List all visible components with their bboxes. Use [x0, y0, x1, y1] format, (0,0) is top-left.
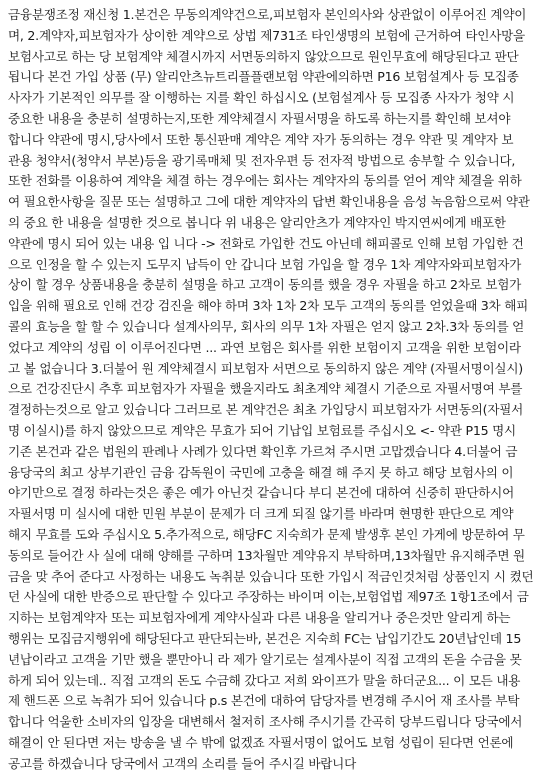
text-line: 자필서명 미 실시에 대한 민원 부분이 문제가 더 크게 되질 않기를 바라며 현명한 판단으로 계약 — [8, 506, 514, 522]
text-line: 사자가 기본적인 의무를 잘 이행하는 지를 확인 하십시오 (보험설계사 등 모집종 사자가 청약 시 — [8, 90, 515, 106]
text-line: 야기만으로 결정 하라는것은 좋은 예가 아닌것 같습니다 부디 본건에 대하여 신중히 판단하시어 — [8, 485, 514, 501]
text-line: 었다고 계약의 성립 이 이루어진다면 ... 과연 보험은 회사를 위한 보험이지 고객을 위한 보험이라 — [8, 339, 521, 355]
text-line: 며, 2.계약자,피보험자가 상이한 계약으로 상법 제731조 타인생명의 보험에 근거하여 타인사망을 — [8, 27, 525, 43]
text-line: 으로 인정을 할 수 있는지 도무지 납득이 안 갑니다 보험 가입을 할 경우 1차 계약자와피보험자가 — [8, 256, 522, 272]
text-line: 제 핸드폰 으로 녹취가 되어 있습니다 p.s 본건에 대하여 담당자를 변경해 주시어 재 조사를 부탁 — [8, 693, 520, 709]
text-line: 년납이라고 고객을 기만 했을 뿐만아니 라 제가 알기로는 설계사분이 직접 고객의 돈을 수금을 못 — [8, 651, 522, 667]
text-line: 합니다 약관에 명시,당사에서 또한 통신판매 계약은 계약 자가 동의하는 경우 약관 및 계약자 보 — [8, 131, 514, 147]
text-line: 입을 위해 필요로 인해 건강 검진을 해야 하며 3차 1차 2차 모두 고객의 동의를 얻었을때 3차 해피 — [8, 298, 529, 314]
text-line: 결정하는것으로 알고 있습니다 그러므로 본 계약건은 최초 가입당시 피보험자가 서면동의(자필서 — [8, 402, 524, 418]
text-line: 지하는 보험계약자 또는 피보험자에게 계약사실과 다른 내용을 알리거나 중은것만 알리게 하는 — [8, 610, 511, 626]
text-line: 상이 할 경우 상품내용을 충분히 설명을 하고 고객이 동의를 했을 경우 자필을 하고 2차로 보험가 — [8, 277, 522, 293]
text-line: 고 볼 없습니다 3.더불어 원 계약체결시 피보험자 서면으로 동의하지 않은 계약 (자필서명이실시) — [8, 360, 523, 376]
text-line: 공고를 하겠습니다 당국에서 고객의 소리를 들어 주시길 바랍니다 — [8, 755, 356, 771]
text-line: 중요한 내용을 충분히 설명하는지,또한 계약체결시 자필서명을 하도록 하는지를 확인해 보셔야 — [8, 110, 511, 126]
text-line: 명 이실시)를 하지 않았으므로 계약은 무효가 되어 기납입 보험료를 주십시오 <- 약관 P15 명시 — [8, 422, 516, 438]
text-line: 관용 청약서(청약서 부본)등을 광기록매체 및 전자우편 등 전자적 방법으로 송부할 수 있습니다, — [8, 152, 516, 168]
text-line: 으로 건강진단시 추후 피보험자가 자필을 했을지라도 최초계약 체결시 기준으로 자필서명여 부를 — [8, 381, 523, 397]
text-line: 금융분쟁조정 재신청 1.본건은 무동의계약건으로,피보험자 본인의사와 상관없이 이루어진 계약이 — [8, 7, 527, 22]
text-line: 또한 전화를 이용하여 계약을 체결 하는 경우에는 회사는 계약자의 동의를 얻어 계약 체결을 위하 — [8, 173, 522, 189]
text-line: 동의로 들어간 사 실에 대해 양해를 구하며 13차월만 계약유지 부탁하며,13차월만 유지해주면 원 — [8, 547, 525, 563]
text-line: 의 중요 한 내용을 설명한 것으로 봅니다 위 내용은 알리안츠가 계약자인 박지연씨에게 배포한 — [8, 214, 506, 230]
text-line: 행위는 모집금지행위에 해당된다고 판단되는바, 본건은 지숙희 FC는 납입기간도 20년납인데 15 — [8, 630, 522, 646]
text-line: 융당국의 최고 상부기관인 금융 감독원이 국민에 고충을 해결 해 주지 못 하고 해당 보험사의 이 — [8, 464, 514, 480]
text-line: 합니다 억울한 소비자의 입장을 대변해서 철저히 조사해 주시기를 간곡히 당부드립니다 당국에서 — [8, 714, 523, 730]
text-line: 기존 본건과 같은 법원의 판례나 사례가 있다면 확인후 가르쳐 주시면 고맙겠습니다 4.더불어 금 — [8, 443, 518, 459]
complaint-text-body — [8, 5, 548, 774]
text-line: 됩니다 본건 가입 상품 (무) 알리안츠뉴트리플플랜보험 약관에의하면 P16 보험설계사 등 모집종 — [8, 69, 519, 85]
text-line: 보험사고로 하는 당 보험계약 체결시까지 서면동의하지 않았으므로 원인무효에 해당된다고 판단 — [8, 48, 519, 64]
text-line: 금을 맞 추어 준다고 사정하는 내용도 녹취분 있습니다 또한 가입시 적금인것처럼 상품인지 시 켰던 — [8, 568, 534, 584]
text-line: 여 필요한사항을 질문 또는 설명하고 그에 대한 계약자의 답변 확인내용을 음성 녹음함으로써 약관 — [8, 194, 530, 210]
text-line: 약관에 명시 되어 있는 내용 입 니다 -> 전화로 가입한 건도 아닌데 해피콜로 인해 보험 가입한 건 — [8, 235, 524, 251]
text-line: 해결이 안 된다면 저는 방송을 낼 수 밖에 없겠죠 자필서명이 없어도 보험 성립이 된다면 언론에 — [8, 734, 514, 750]
text-line: 콜의 효능을 할 할 수 있습니다 설계사의무, 회사의 의무 1차 자필은 얻지 않고 2차.3차 동의를 얻 — [8, 318, 525, 334]
text-line: 하게 되어 있는데.. 직접 고객의 돈도 수금해 갔다고 저희 와이프가 말을 하더군요... 이 모든 내용 — [8, 672, 521, 688]
text-line: 해지 무효를 도와 주십시오 5.추가적으로, 해당FC 지숙희가 문제 발생후 본인 가게에 방문하여 무 — [8, 526, 525, 542]
text-line: 던 사실에 대한 반증으로 판단할 수 있다고 주장하는 바이며 이는,보험업법 제97조 1항1조에서 금 — [8, 589, 529, 605]
